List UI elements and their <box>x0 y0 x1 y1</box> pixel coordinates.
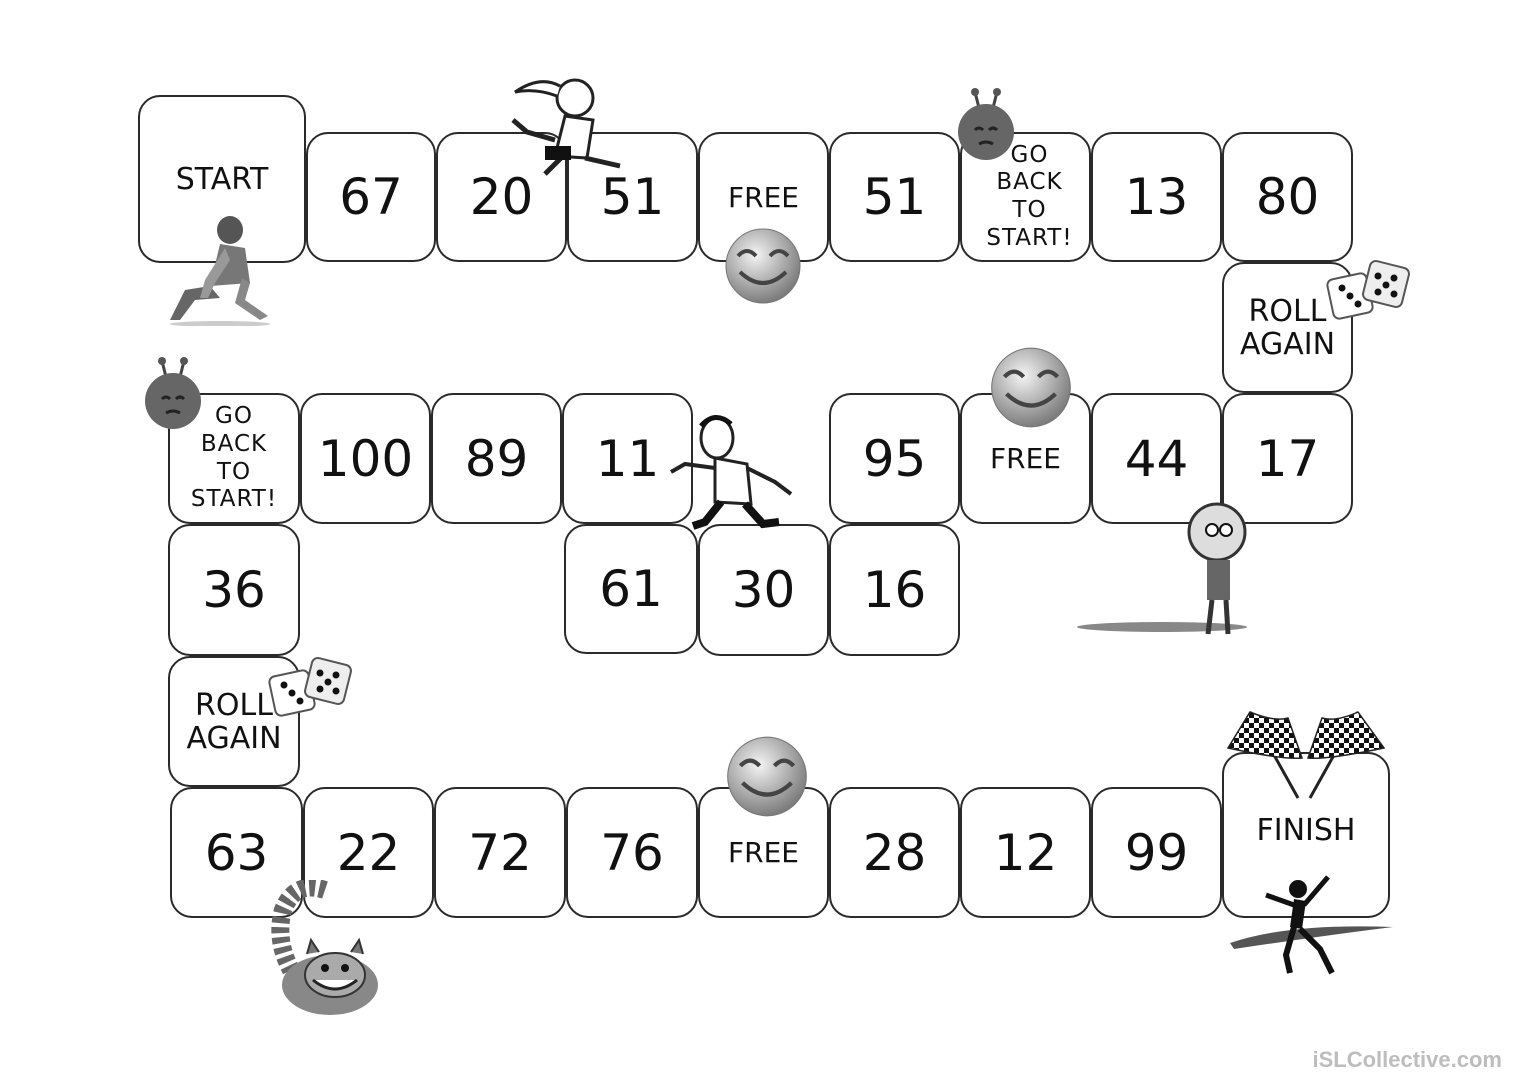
cell-label: 12 <box>993 823 1058 882</box>
cell-label: GO BACK TO START! <box>986 141 1073 251</box>
cell-label: FREE <box>728 180 799 214</box>
runner-crouch-icon <box>150 208 275 326</box>
cheshire-cat-icon <box>255 880 380 1025</box>
cell-label: ROLL AGAIN <box>186 687 282 756</box>
cell-label: 28 <box>862 823 927 882</box>
cell-label: START <box>175 161 269 197</box>
cell-label: 51 <box>600 168 665 226</box>
checkered-flags-icon <box>1224 708 1389 803</box>
board-cell[interactable] <box>564 524 698 654</box>
cell-label: 36 <box>202 561 266 619</box>
cell-label: 51 <box>862 168 927 226</box>
cell-label: 11 <box>595 429 660 488</box>
dice-icon <box>1326 258 1414 326</box>
dice-icon <box>268 655 356 723</box>
cell-label: 63 <box>204 823 269 882</box>
cell-label: 30 <box>731 561 796 619</box>
board-cell[interactable] <box>1091 132 1222 262</box>
finish-runner-icon <box>1228 865 1396 980</box>
cell-label: 99 <box>1124 823 1189 882</box>
board-cell[interactable] <box>566 787 698 918</box>
board-cell[interactable] <box>1222 132 1353 262</box>
board-cell[interactable] <box>300 393 431 524</box>
board-cell[interactable] <box>829 787 960 918</box>
smiley-icon <box>722 734 812 819</box>
smiley-icon <box>985 345 1077 430</box>
cell-label: 16 <box>862 561 927 619</box>
cell-label: 22 <box>336 823 401 882</box>
cell-label: 61 <box>599 560 663 618</box>
board-cell[interactable] <box>829 132 960 262</box>
board-cell[interactable] <box>434 787 566 918</box>
cell-label: 72 <box>468 823 532 882</box>
board-cell[interactable] <box>306 132 436 262</box>
cell-label: FREE <box>728 836 799 869</box>
board-cell[interactable] <box>1091 787 1222 918</box>
watermark: iSLCollective.com <box>1312 1047 1502 1072</box>
smiley-icon <box>722 226 804 306</box>
scared-man-icon <box>665 412 800 540</box>
cell-label: 13 <box>1124 168 1189 226</box>
cell-label: ROLL AGAIN <box>1239 293 1336 362</box>
boy-thinking-icon <box>1072 492 1257 642</box>
board-cell[interactable] <box>431 393 562 524</box>
board-cell[interactable] <box>698 524 829 656</box>
alien-sad-icon <box>142 355 204 431</box>
board-cell[interactable] <box>960 787 1091 918</box>
cell-label: FINISH <box>1256 813 1356 848</box>
cell-label: 67 <box>339 168 403 226</box>
cell-label: GO BACK TO START! <box>190 403 278 513</box>
cell-label: FREE <box>990 442 1061 475</box>
board-cell[interactable] <box>829 393 960 524</box>
cell-label: 95 <box>862 429 927 488</box>
girl-running-icon <box>505 70 630 180</box>
alien-sad-icon <box>955 86 1017 162</box>
board-cell[interactable] <box>829 524 960 656</box>
cell-label: 100 <box>317 429 414 488</box>
board-cell[interactable] <box>168 524 300 656</box>
cell-label: 20 <box>469 168 534 226</box>
cell-label: 44 <box>1124 429 1189 488</box>
cell-label: 80 <box>1255 168 1320 226</box>
cell-label: 17 <box>1255 429 1320 488</box>
cell-label: 76 <box>600 823 664 882</box>
cell-label: 89 <box>464 429 529 488</box>
